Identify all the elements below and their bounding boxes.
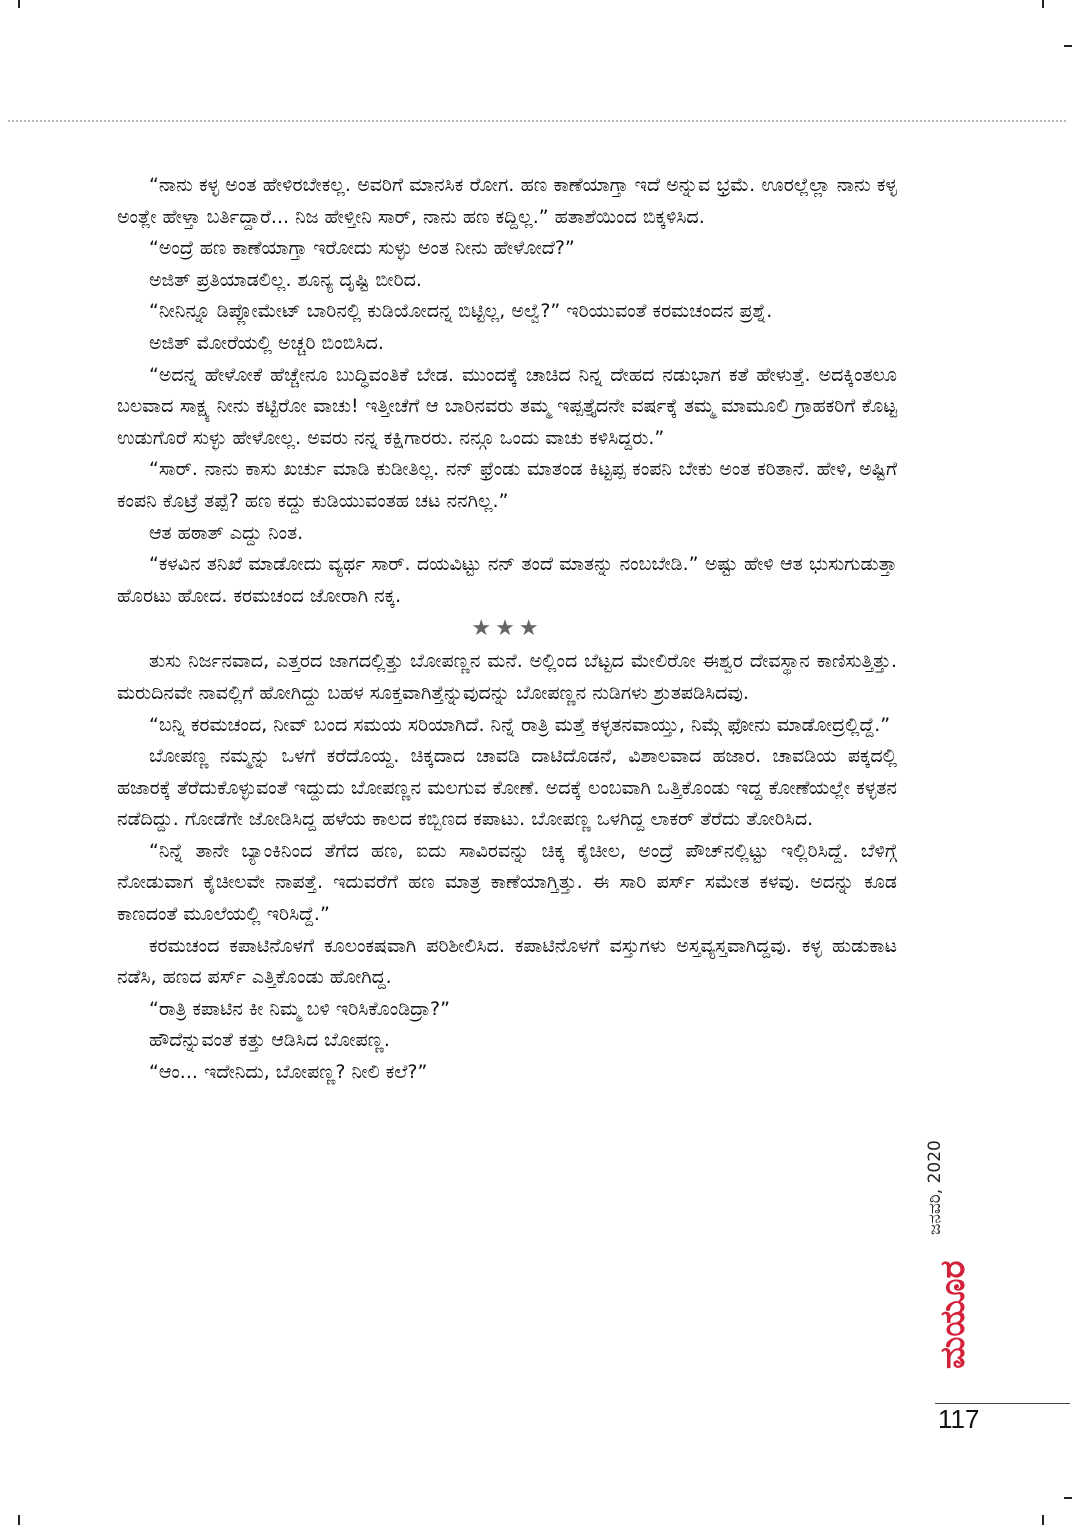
paragraph: ಹೌದೆನ್ನುವಂತೆ ಕತ್ತು ಆಡಿಸಿದ ಬೋಪಣ್ಣ. xyxy=(149,1029,390,1052)
crop-mark-right-upper xyxy=(1064,45,1072,47)
paragraph: “ಕಳವಿನ ತನಿಖೆ ಮಾಡೋದು ವ್ಯರ್ಥ ಸಾರ್. ದಯವಿಟ್ಟು ನನ್ ತಂದೆ ಮಾತನ್ನು ನಂಬಬೇಡಿ.” ಅಷ್ಟು ಹೇಳಿ ಆತ ಭುಸುಗುಡುತ್ತಾ ಹೊರಟು ಹೋದ. ಕರಮಚಂದ ಜೋರಾಗಿ ನಕ್ಕ. xyxy=(117,553,897,607)
header-dotted-rule xyxy=(8,120,1066,122)
article-body xyxy=(117,170,897,1089)
paragraph: “ನಿನ್ನೆ ತಾನೇ ಬ್ಯಾಂಕಿನಿಂದ ತೆಗೆದ ಹಣ, ಐದು ಸಾವಿರವನ್ನು ಚಿಕ್ಕ ಕೈಚೀಲ, ಅಂದ್ರೆ ಪೌಚ್‌ನಲ್ಲಿಟ್ಟು ಇಲ್ಲಿರಿಸಿದ್ದೆ. ಬೆಳಿಗ್ಗೆ ನೋಡುವಾಗ ಕೈಚೀಲವೇ ನಾಪತ್ತೆ. ಇದುವರೆಗೆ ಹಣ ಮಾತ್ರ ಕಾಣೆಯಾಗ್ತಿತ್ತು. ಈ ಸಾರಿ ಪರ್ಸ್ ಸಮೇತ ಕಳವು. ಅದನ್ನು ಕೂಡ ಕಾಣದಂತೆ ಮೂಲೆಯಲ್ಲಿ ಇರಿಸಿದ್ದೆ.” xyxy=(117,839,897,926)
paragraph: “ಸಾರ್. ನಾನು ಕಾಸು ಖರ್ಚು ಮಾಡಿ ಕುಡೀತಿಲ್ಲ. ನನ್ ಫ್ರೆಂಡು ಮಾತಂಡ ಕಿಟ್ಟಪ್ಪ ಕಂಪನಿ ಬೇಕು ಅಂತ ಕರಿತಾನೆ. ಹೇಳಿ, ಅಷ್ಟಿಗೆ ಕಂಪನಿ ಕೊಟ್ರೆ ತಪ್ಪೆ? ಹಣ ಕದ್ದು ಕುಡಿಯುವಂತಹ ಚಟ ನನಗಿಲ್ಲ.” xyxy=(117,458,897,512)
paragraph: “ಬನ್ನಿ ಕರಮಚಂದ, ನೀವ್ ಬಂದ ಸಮಯ ಸರಿಯಾಗಿದೆ. ನಿನ್ನೆ ರಾತ್ರಿ ಮತ್ತೆ ಕಳ್ಳತನವಾಯ್ತು, ನಿಮ್ಗೆ ಫೋನು ಮಾಡೋದ್ರಲ್ಲಿದ್ದೆ.” xyxy=(149,713,891,736)
crop-mark-top-right xyxy=(1042,0,1044,8)
crop-mark-bottom-left xyxy=(18,1515,20,1525)
paragraph: ಅಜಿತ್ ಮೋರೆಯಲ್ಲಿ ಅಚ್ಚರಿ ಬಿಂಬಿಸಿದ. xyxy=(149,331,384,354)
page-sidebar xyxy=(925,1095,985,1395)
paragraph: ತುಸು ನಿರ್ಜನವಾದ, ಎತ್ತರದ ಜಾಗದಲ್ಲಿತ್ತು ಬೋಪಣ್ಣನ ಮನೆ. ಅಲ್ಲಿಂದ ಬೆಟ್ಟದ ಮೇಲಿರೋ ಈಶ್ವರ ದೇವಸ್ಥಾನ ಕಾಣಿಸುತ್ತಿತ್ತು. ಮರುದಿನವೇ ನಾವಲ್ಲಿಗೆ ಹೋಗಿದ್ದು ಬಹಳ ಸೂಕ್ತವಾಗಿತ್ತೆನ್ನುವುದನ್ನು ಬೋಪಣ್ಣನ ನುಡಿಗಳು ಶ್ರುತಪಡಿಸಿದವು. xyxy=(117,650,897,704)
crop-mark-top-left xyxy=(18,0,20,8)
crop-mark-bottom-right xyxy=(1042,1515,1044,1525)
paragraph: ಕರಮಚಂದ ಕಪಾಟಿನೊಳಗೆ ಕೂಲಂಕಷವಾಗಿ ಪರಿಶೀಲಿಸಿದ. ಕಪಾಟಿನೊಳಗೆ ವಸ್ತುಗಳು ಅಸ್ತವ್ಯಸ್ತವಾಗಿದ್ದವು. ಕಳ್ಳ ಹುಡುಕಾಟ ನಡೆಸಿ, ಹಣದ ಪರ್ಸ್ ಎತ್ತಿಕೊಂಡು ಹೋಗಿದ್ದ. xyxy=(117,934,897,989)
paragraph: “ಅಂದ್ರೆ ಹಣ ಕಾಣೆಯಾಗ್ತಾ ಇರೋದು ಸುಳ್ಳು ಅಂತ ನೀನು ಹೇಳೋದೆ?” xyxy=(149,237,575,260)
paragraph: “ನೀನಿನ್ನೂ ಡಿಪ್ಲೋಮೇಟ್ ಬಾರಿನಲ್ಲಿ ಕುಡಿಯೋದನ್ನ ಬಿಟ್ಟಿಲ್ಲ, ಅಲ್ವೆ?” ಇರಿಯುವಂತೆ ಕರಮಚಂದನ ಪ್ರಶ್ನೆ. xyxy=(149,300,773,323)
paragraph: ಆತ ಹಠಾತ್ ಎದ್ದು ನಿಂತ. xyxy=(149,521,304,544)
paragraph: ಬೋಪಣ್ಣ ನಮ್ಮನ್ನು ಒಳಗೆ ಕರೆದೊಯ್ದ. ಚಿಕ್ಕದಾದ ಚಾವಡಿ ದಾಟಿದೊಡನೆ, ವಿಶಾಲವಾದ ಹಜಾರ. ಚಾವಡಿಯ ಪಕ್ಕದಲ್ಲಿ ಹಜಾರಕ್ಕೆ ತೆರೆದುಕೊಳ್ಳುವಂತೆ ಇದ್ದುದು ಬೋಪಣ್ಣನ ಮಲಗುವ ಕೋಣೆ. ಅದಕ್ಕೆ ಲಂಬವಾಗಿ ಒತ್ತಿಕೊಂಡು ಇದ್ದ ಕೋಣೆಯಲ್ಲೇ ಕಳ್ಳತನ ನಡೆದಿದ್ದು. ಗೋಡೆಗೇ ಜೋಡಿಸಿದ್ದ ಹಳೆಯ ಕಾಲದ ಕಬ್ಬಿಣದ ಕಪಾಟು. ಬೋಪಣ್ಣ ಒಳಗಿದ್ದ ಲಾಕರ್ ತೆರೆದು ತೋರಿಸಿದ. xyxy=(117,745,897,831)
paragraph: “ಅದನ್ನ ಹೇಳೋಕೆ ಹೆಚ್ಚೇನೂ ಬುದ್ಧಿವಂತಿಕೆ ಬೇಡ. ಮುಂದಕ್ಕೆ ಚಾಚಿದ ನಿನ್ನ ದೇಹದ ನಡುಭಾಗ ಕತೆ ಹೇಳುತ್ತೆ. ಅದಕ್ಕಿಂತಲೂ ಬಲವಾದ ಸಾಕ್ಷ್ಯ ನೀನು ಕಟ್ಟಿರೋ ವಾಚು! ಇತ್ತೀಚೆಗೆ ಆ ಬಾರಿನವರು ತಮ್ಮ ಇಪ್ಪತ್ತೈದನೇ ವರ್ಷಕ್ಕೆ ತಮ್ಮ ಮಾಮೂಲಿ ಗ್ರಾಹಕರಿಗೆ ಕೊಟ್ಟ ಉಡುಗೊರೆ ಸುಳ್ಳು ಹೇಳೋಲ್ಲ. ಅವರು ನನ್ನ ಕಕ್ಷಿಗಾರರು. ನನ್ಗೂ ಒಂದು ವಾಚು ಕಳಿಸಿದ್ದರು.” xyxy=(117,363,897,449)
paragraph: ಅಜಿತ್ ಪ್ರತಿಯಾಡಲಿಲ್ಲ. ಶೂನ್ಯ ದೃಷ್ಟಿ ಬೀರಿದ. xyxy=(149,268,422,291)
paragraph: “ನಾನು ಕಳ್ಳ ಅಂತ ಹೇಳಿರಬೇಕಲ್ಲ. ಅವರಿಗೆ ಮಾನಸಿಕ ರೋಗ. ಹಣ ಕಾಣೆಯಾಗ್ತಾ ಇದೆ ಅನ್ನುವ ಭ್ರಮೆ. ಊರಲ್ಲೆಲ್ಲಾ ನಾನು ಕಳ್ಳ ಅಂತ್ಲೇ ಹೇಳ್ತಾ ಬರ್ತಿದ್ದಾರೆ... ನಿಜ ಹೇಳ್ತೀನಿ ಸಾರ್, ನಾನು ಹಣ ಕದ್ದಿಲ್ಲ.” ಹತಾಶೆಯಿಂದ ಬಿಕ್ಕಳಿಸಿದ. xyxy=(117,174,897,228)
issue-date: ಜನವರಿ, 2020 xyxy=(925,1140,945,1235)
paragraph: “ಆಂ... ಇದೇನಿದು, ಬೋಪಣ್ಣ? ನೀಲಿ ಕಲೆ?” xyxy=(149,1061,428,1084)
crop-mark-right-lower xyxy=(1064,1497,1072,1499)
paragraph: “ರಾತ್ರಿ ಕಪಾಟಿನ ಕೀ ನಿಮ್ಮ ಬಳಿ ಇರಿಸಿಕೊಂಡಿದ್ರಾ?” xyxy=(149,997,450,1020)
page-number: 117 xyxy=(938,1404,980,1434)
section-separator: ★★★ xyxy=(471,616,543,642)
magazine-logo: ಮಯೂರ xyxy=(933,1260,973,1370)
